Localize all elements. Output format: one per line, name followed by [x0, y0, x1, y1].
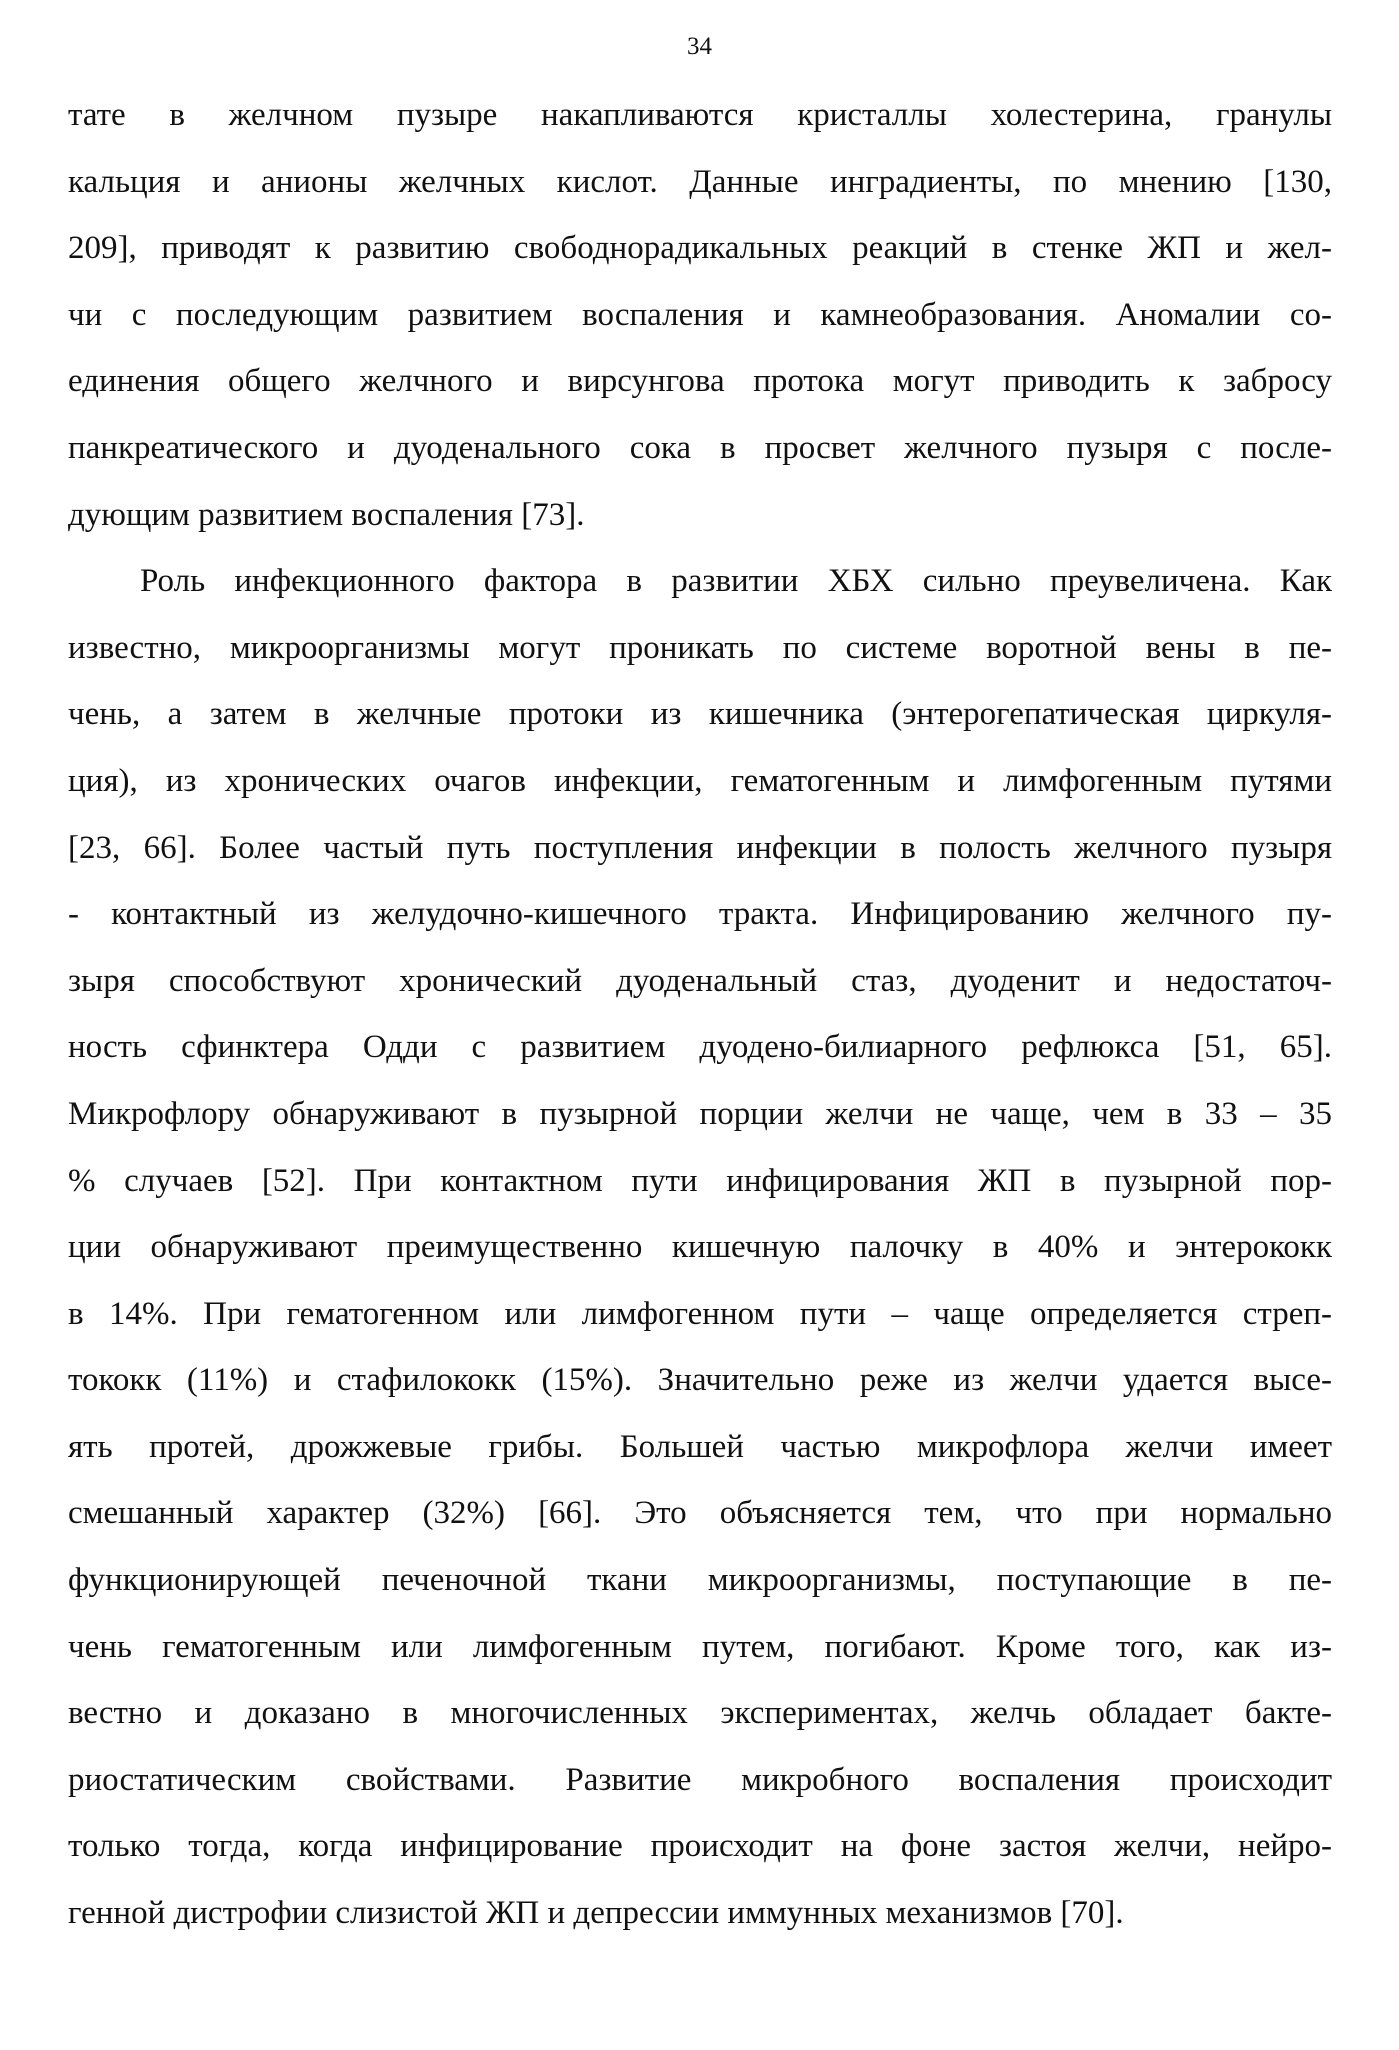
page-number: 34	[687, 33, 712, 60]
text-line: тококк (11%) и стафилококк (15%). Значительно реже из желчи удается высе-	[68, 1362, 1332, 1399]
text-line: дующим развитием воспаления [73].	[68, 496, 585, 533]
text-line: ность сфинктера Одди с развитием дуодено-билиарного рефлюкса [51, 65].	[68, 1029, 1332, 1066]
text-line: кальция и анионы желчных кислот. Данные инградиенты, по мнению [130,	[68, 163, 1332, 200]
text-line: чень гематогенным или лимфогенным путем, погибают. Кроме того, как из-	[68, 1628, 1332, 1665]
text-line: риостатическим свойствами. Развитие микробного воспаления происходит	[68, 1761, 1332, 1798]
text-line: зыря способствуют хронический дуоденальный стаз, дуоденит и недостаточ-	[68, 962, 1332, 999]
text-line: единения общего желчного и вирсунгова протока могут приводить к забросу	[68, 363, 1332, 400]
text-line: [23, 66]. Более частый путь поступления инфекции в полость желчного пузыря	[68, 829, 1332, 866]
text-line: чи с последующим развитием воспаления и камнеобразования. Аномалии со-	[68, 296, 1332, 333]
text-line: ции обнаруживают преимущественно кишечную палочку в 40% и энтерококк	[68, 1229, 1332, 1266]
text-line: тате в желчном пузыре накапливаются кристаллы холестерина, гранулы	[68, 97, 1332, 133]
text-line: смешанный характер (32%) [66]. Это объясняется тем, что при нормально	[68, 1495, 1332, 1532]
text-line: вестно и доказано в многочисленных экспериментах, желчь обладает бакте-	[68, 1695, 1332, 1732]
text-line: известно, микроорганизмы могут проникать по системе воротной вены в пе-	[68, 629, 1332, 666]
text-line: чень, а затем в желчные протоки из кишечника (энтерогепатическая циркуля-	[68, 696, 1332, 733]
text-line: Микрофлору обнаруживают в пузырной порции желчи не чаще, чем в 33 – 35	[68, 1095, 1332, 1132]
text-line: % случаев [52]. При контактном пути инфицирования ЖП в пузырной пор-	[68, 1162, 1332, 1199]
text-line: ция), из хронических очагов инфекции, гематогенным и лимфогенным путями	[68, 762, 1332, 799]
text-line: функционирующей печеночной ткани микроорганизмы, поступающие в пе-	[68, 1562, 1332, 1599]
paragraph-2	[68, 548, 1332, 1946]
text-line: панкреатического и дуоденального сока в просвет желчного пузыря с после-	[68, 429, 1332, 466]
text-line: ять протей, дрожжевые грибы. Большей частью микрофлора желчи имеет	[68, 1428, 1332, 1465]
text-line: 209], приводят к развитию свободнорадикальных реакций в стенке ЖП и жел-	[68, 230, 1332, 267]
text-line: генной дистрофии слизистой ЖП и депрессии иммунных механизмов [70].	[68, 1895, 1124, 1932]
text-line: - контактный из желудочно-кишечного тракта. Инфицированию желчного пу-	[68, 896, 1332, 933]
text-line: Роль инфекционного фактора в развитии ХБХ сильно преувеличена. Как	[140, 563, 1332, 600]
text-line: только тогда, когда инфицирование происходит на фоне застоя желчи, нейро-	[68, 1828, 1332, 1865]
page-body	[68, 82, 1332, 1947]
paragraph-1	[68, 82, 1332, 548]
text-line: в 14%. При гематогенном или лимфогенном пути – чаще определяется стреп-	[68, 1295, 1332, 1332]
